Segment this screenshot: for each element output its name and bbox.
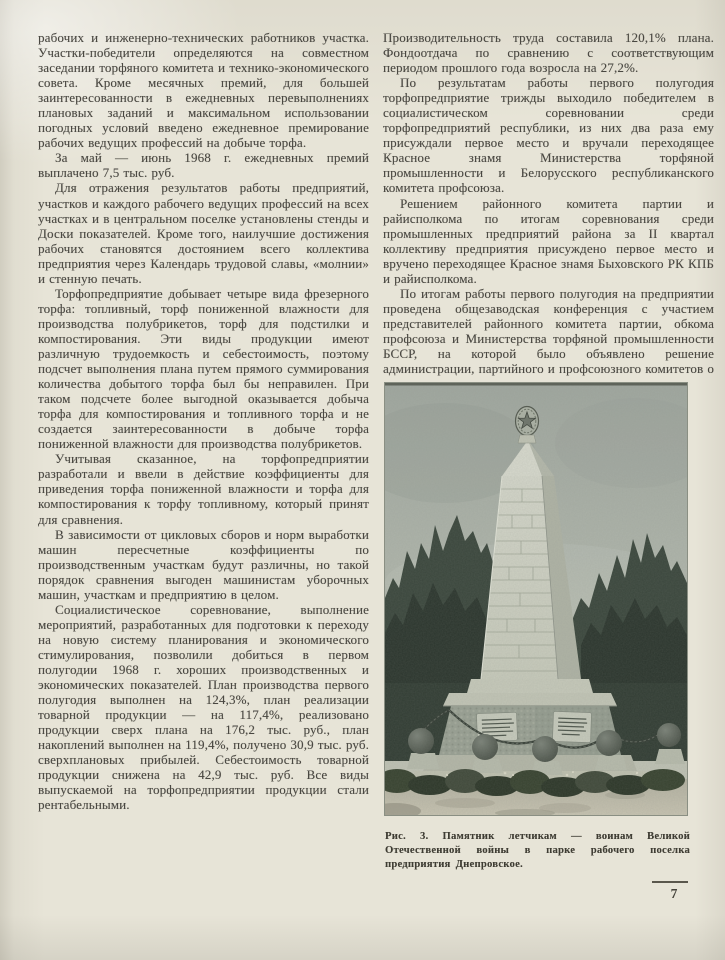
paragraph: рабочих и инженерно-технических работников участка. Участки-победители определяются на совместном заседании торфяного комитета и технико-экономического совета. Кроме месячных премий, для большей заинтересованности в ежедневных перевыполнениях плановых заданий и максимальном использовании погодных условий введено ежедневное премирование рабочих ведущих профессий на добыче торфа. — [38, 30, 369, 151]
paragraph: Торфопредприятие добывает четыре вида фрезерного торфа: топливный, торф пониженной влажности для производства полубрикетов, торф для подстилки и компостирования. Эти виды продукции имеют различную трудоемкость и себестоимость, поэтому подсчет выполнения плана путем прямого суммирования количества добытого торфа был бы неправилен. При таком подсчете более выгодной оказывается добыча торфа для компостирования и топливного торфа и не создается заинтересованности в добыче торфа пониженной влажности для производства полубрикетов. — [38, 285, 369, 452]
paragraph: Для отражения результатов работы предприятий, участков и каждого рабочего ведущих профессий на всех участках и в центральном поселке установлены стенды и Доски показателей. Кроме того, наилучшие достижения рабочих становятся достоянием всего коллектива предприятия через Календарь трудовой славы, «молнии» и стенную печать. — [38, 180, 369, 286]
left-column — [38, 30, 369, 902]
page-number: 7 — [670, 886, 678, 902]
paragraph: Решением районного комитета партии и райисполкома по итогам соревнования среди промышленных предприятий района за II квартал коллективу предприятия присуждено первое место и вручено переходящее Красное знамя Быховского РК КПБ и райисполкома. — [383, 195, 714, 286]
figure-caption: Рис. 3. Памятник летчикам — воинам Великой Отечественной войны в парке рабочего поселка предприятия Днепровское. — [385, 831, 690, 871]
paragraph: В зависимости от цикловых сборов и норм выработки машин пересчетные коэффициенты по производственным участкам будут различны, но такой порядок сравнения выгоден машинистам уборочных машин, участкам и предприятию в целом. — [38, 526, 369, 602]
paragraph: Учитывая сказанное, на торфопредприятии разработали и ввели в действие коэффициенты для приведения торфа пониженной влажности и торфа для компостирования к торфу топливному, который принят для сравнения. — [38, 451, 369, 527]
paragraph: По итогам работы первого полугодия на предприятии проведена общезаводская конференция с участием представителей районного комитета партии, обкома профсоюза и Министерства торфяной промышленности БССР, на которой было объявлено решение администрации, партийного и профсоюзного комитетов о — [383, 285, 714, 377]
right-column — [383, 30, 714, 902]
footer-rule — [652, 881, 688, 883]
photo-grain — [385, 383, 687, 815]
paragraph: Производительность труда составила 120,1% плана. Фондоотдача по сравнению с соответствующим периодом прошлого года возросла на 27,2%. — [383, 30, 714, 76]
paragraph: По результатам работы первого полугодия торфопредприятие трижды выходило победителем в социалистическом соревновании среди торфопредприятий республики, из них два раза ему присуждали первое место и вручали переходящее Красное знамя Министерства торфяной промышленности и Белорусского республиканского комитета профсоюза. — [383, 75, 714, 196]
paragraph: Социалистическое соревнование, выполнение мероприятий, разработанных для подготовки к переходу на новую систему планирования и экономического стимулирования, позволили добиться в первом полугодии 1968 г. хороших производственных и экономических показателей. План производства первого полугодия выполнен на 124,3%, план реализации товарной продукции — на 117,4%, реализовано продукции сверх плана на 176,2 тыс. руб., план накоплений выполнен на 119,4%, получено 30,9 тыс. руб. сверхплановых прибылей. Себестоимость товарной продукции снижена на 42,9 тыс. руб. Все виды выпускаемой на торфопредприятии продукции стали рентабельными. — [38, 601, 369, 813]
paragraph: За май — июнь 1968 г. ежедневных премий выплачено 7,5 тыс. руб. — [38, 150, 369, 181]
two-column-text — [38, 30, 714, 902]
monument-photograph — [384, 382, 688, 816]
photo-top-edge — [385, 383, 687, 386]
